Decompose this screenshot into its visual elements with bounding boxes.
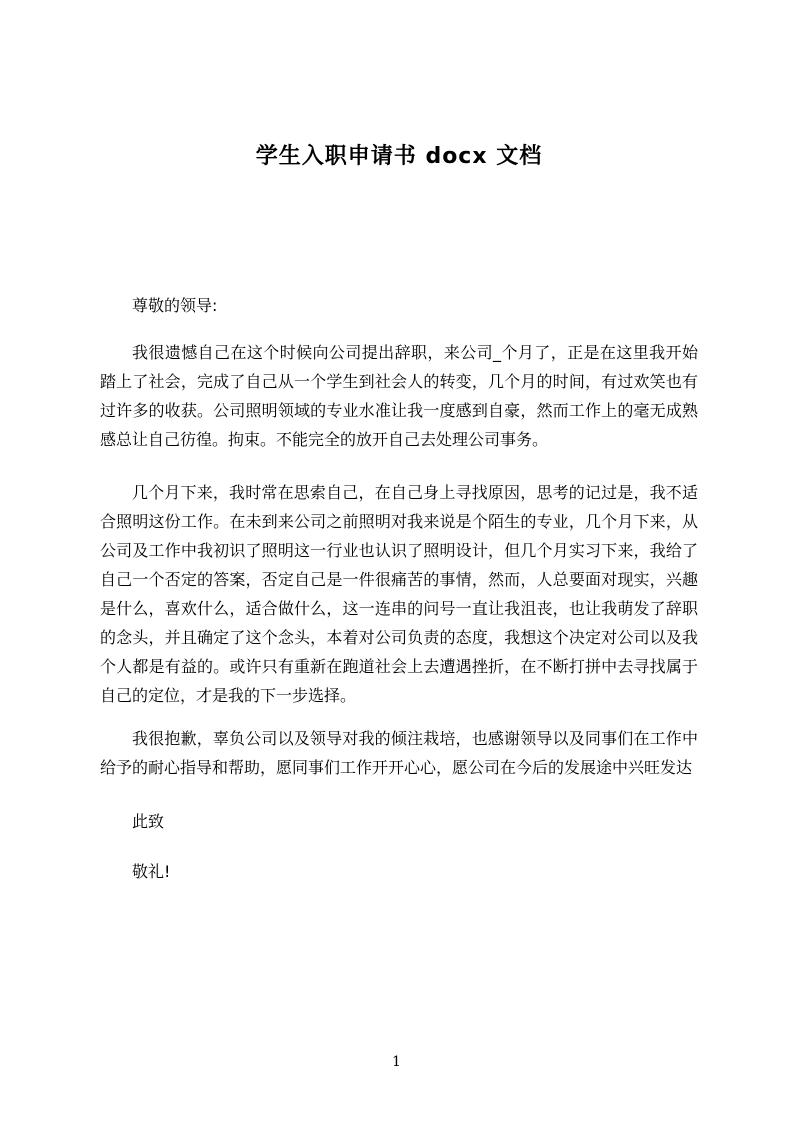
closing-phrase: 此致: [132, 812, 165, 831]
document-body: [100, 291, 698, 886]
paragraph-2: 几个月下来，我时常在思索自己，在自己身上寻找原因，思考的记过是，我不适合照明这份工作。在未到来公司之前照明对我来说是个陌生的专业，几个月下来，从公司及工作中我初识了照明这一行业也认识了照明设计，但几个月实习下来，我给了自己一个否定的答案，否定自己是一件很痛苦的事情，然而，人总要面对现实，兴趣是什么，喜欢什么，适合做什么，这一连串的问号一直让我沮丧，也让我萌发了辞职的念头，并且确定了这个念头，本着对公司负责的态度，我想这个决定对公司以及我个人都是有益的。或许只有重新在跑道社会上去遭遇挫折，在不断打拼中去寻找属于自己的定位，才是我的下一步选择。: [100, 483, 698, 705]
paragraph-1: 我很遗憾自己在这个时候向公司提出辞职，来公司_个月了，正是在这里我开始踏上了社会，完成了自己从一个学生到社会人的转变，几个月的时间，有过欢笑也有过许多的收获。公司照明领域的专业水准让我一度感到自豪，然而工作上的毫无成熟感总让自己彷徨。拘束。不能完全的放开自己去处理公司事务。: [100, 343, 698, 449]
salutation: 尊敬的领导:: [132, 296, 218, 315]
paragraph-3: 我很抱歉，辜负公司以及领导对我的倾注栽培，也感谢领导以及同事们在工作中给予的耐心指导和帮助，愿同事们工作开开心心，愿公司在今后的发展途中兴旺发达: [100, 729, 698, 777]
salute-phrase: 敬礼!: [132, 862, 171, 881]
page-number: 1: [392, 1054, 401, 1070]
document-title: 学生入职申请书 docx 文档: [255, 144, 543, 169]
